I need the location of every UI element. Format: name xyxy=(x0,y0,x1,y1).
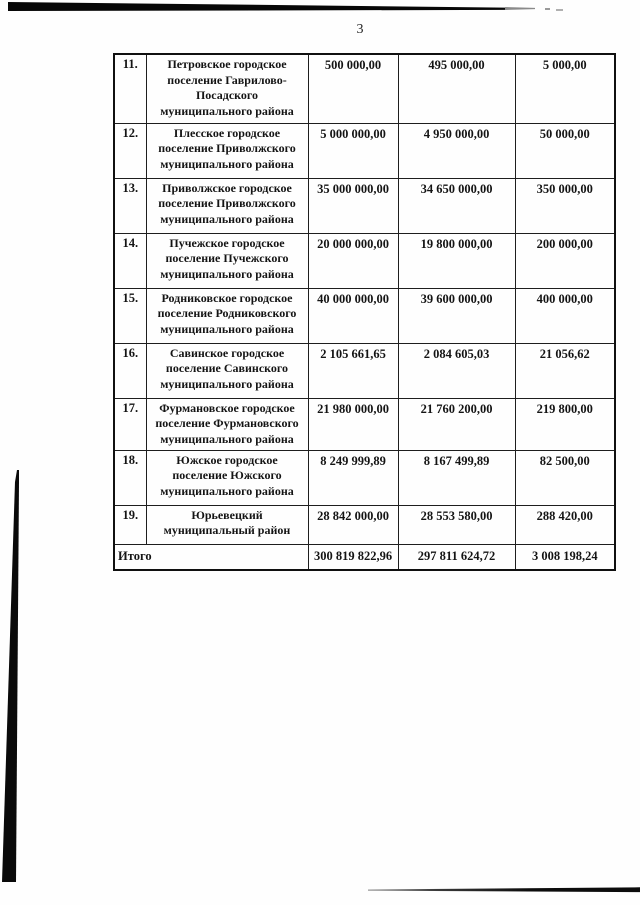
row-number: 11. xyxy=(114,54,146,123)
table-row xyxy=(114,178,615,233)
scan-artifact-bottom-line xyxy=(368,887,640,893)
amount-cell: 288 420,00 xyxy=(515,505,615,544)
municipality-name: Петровское городское поселение Гаврилово-Посадского муниципального района xyxy=(146,54,308,123)
amount-cell: 5 000 000,00 xyxy=(308,123,398,178)
amount-cell: 28 842 000,00 xyxy=(308,505,398,544)
amount-cell: 40 000 000,00 xyxy=(308,288,398,343)
amount-cell: 200 000,00 xyxy=(515,233,615,288)
amount-cell: 21 980 000,00 xyxy=(308,398,398,450)
table-row xyxy=(114,54,615,123)
scan-artifact-top-bar-fade xyxy=(505,7,535,10)
row-number: 13. xyxy=(114,178,146,233)
amount-cell: 2 105 661,65 xyxy=(308,343,398,398)
page-number: 3 xyxy=(356,22,364,37)
amount-cell: 500 000,00 xyxy=(308,54,398,123)
row-number: 14. xyxy=(114,233,146,288)
table-row xyxy=(114,450,615,505)
amount-cell: 400 000,00 xyxy=(515,288,615,343)
table-row xyxy=(114,343,615,398)
total-amount-cell: 3 008 198,24 xyxy=(515,544,615,570)
amount-cell: 21 056,62 xyxy=(515,343,615,398)
scan-artifact-dash xyxy=(556,9,563,11)
amount-cell: 34 650 000,00 xyxy=(398,178,515,233)
municipality-name: Фурмановское городское поселение Фурмановского муниципального района xyxy=(146,398,308,450)
total-label: Итого xyxy=(114,544,308,570)
municipality-name: Родниковское городское поселение Родниковского муниципального района xyxy=(146,288,308,343)
municipality-name: Савинское городское поселение Савинского муниципального района xyxy=(146,343,308,398)
row-number: 19. xyxy=(114,505,146,544)
amount-cell: 8 167 499,89 xyxy=(398,450,515,505)
row-number: 15. xyxy=(114,288,146,343)
scan-artifact-dash xyxy=(545,8,550,10)
row-number: 17. xyxy=(114,398,146,450)
table-row xyxy=(114,123,615,178)
total-row xyxy=(114,544,615,570)
amount-cell: 5 000,00 xyxy=(515,54,615,123)
amount-cell: 495 000,00 xyxy=(398,54,515,123)
amount-cell: 350 000,00 xyxy=(515,178,615,233)
amount-cell: 50 000,00 xyxy=(515,123,615,178)
table-row xyxy=(114,288,615,343)
amount-cell: 20 000 000,00 xyxy=(308,233,398,288)
amount-cell: 219 800,00 xyxy=(515,398,615,450)
amount-cell: 82 500,00 xyxy=(515,450,615,505)
amount-cell: 8 249 999,89 xyxy=(308,450,398,505)
amount-cell: 4 950 000,00 xyxy=(398,123,515,178)
table-row xyxy=(114,233,615,288)
row-number: 16. xyxy=(114,343,146,398)
subsidy-table xyxy=(113,53,616,571)
row-number: 12. xyxy=(114,123,146,178)
municipality-name: Пучежское городское поселение Пучежского муниципального района xyxy=(146,233,308,288)
amount-cell: 19 800 000,00 xyxy=(398,233,515,288)
amount-cell: 39 600 000,00 xyxy=(398,288,515,343)
total-amount-cell: 297 811 624,72 xyxy=(398,544,515,570)
table-row xyxy=(114,398,615,450)
amount-cell: 21 760 200,00 xyxy=(398,398,515,450)
municipality-name: Плесское городское поселение Приволжского муниципального района xyxy=(146,123,308,178)
table-row xyxy=(114,505,615,544)
scan-artifact-top-bar xyxy=(8,2,505,11)
municipality-name: Юрьевецкий муниципальный район xyxy=(146,505,308,544)
scan-artifact-left-streak xyxy=(0,470,22,882)
municipality-name: Приволжское городское поселение Приволжского муниципального района xyxy=(146,178,308,233)
municipality-name: Южское городское поселение Южского муниципального района xyxy=(146,450,308,505)
row-number: 18. xyxy=(114,450,146,505)
total-amount-cell: 300 819 822,96 xyxy=(308,544,398,570)
amount-cell: 28 553 580,00 xyxy=(398,505,515,544)
amount-cell: 2 084 605,03 xyxy=(398,343,515,398)
amount-cell: 35 000 000,00 xyxy=(308,178,398,233)
